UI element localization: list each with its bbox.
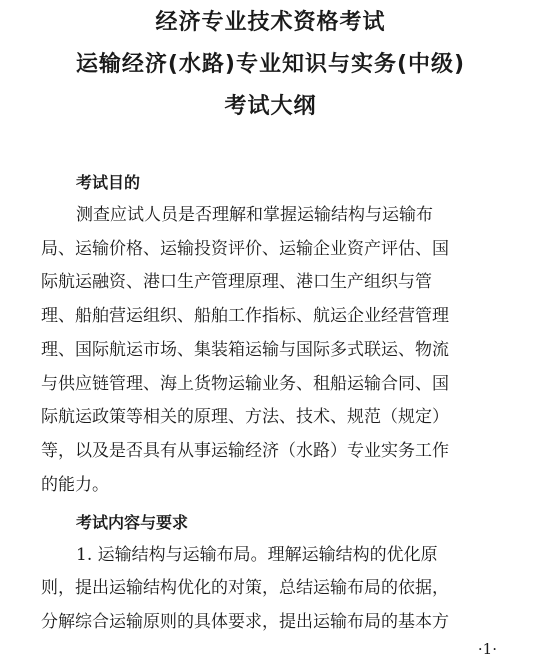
paragraph-line: 1. 运输结构与运输布局。理解运输结构的优化原 — [76, 545, 438, 565]
paragraph-line: 测查应试人员是否理解和掌握运输结构与运输布 — [76, 205, 433, 225]
paragraph-line: 局、运输价格、运输投资评价、运输企业资产评估、国 — [41, 239, 449, 259]
paragraph-line: 等，以及是否具有从事运输经济（水路）专业实务工作 — [41, 441, 449, 461]
page-number: ·1· — [477, 640, 497, 658]
paragraph-line: 际航运融资、港口生产管理原理、港口生产组织与管 — [41, 272, 432, 292]
paragraph-line: 的能力。 — [41, 475, 109, 495]
paragraph-line: 际航运政策等相关的原理、方法、技术、规范（规定） — [41, 407, 449, 427]
paragraph-line: 理、船舶营运组织、船舶工作指标、航运企业经营管理 — [41, 306, 449, 326]
section-heading-exam-purpose: 考试目的 — [76, 173, 141, 192]
document-title-line-2: 运输经济(水路)专业知识与实务(中级) — [75, 52, 466, 77]
document-title-line-3: 考试大纲 — [224, 94, 317, 119]
paragraph-line: 理、国际航运市场、集装箱运输与国际多式联运、物流 — [41, 340, 449, 360]
section-heading-content-requirements: 考试内容与要求 — [76, 513, 189, 532]
paragraph-line: 与供应链管理、海上货物运输业务、租船运输合同、国 — [41, 374, 449, 394]
document-title-line-1: 经济专业技术资格考试 — [155, 10, 386, 35]
paragraph-line: 分解综合运输原则的具体要求，提出运输布局的基本方 — [41, 612, 449, 632]
paragraph-line: 则，提出运输结构优化的对策，总结运输布局的依据， — [41, 578, 449, 598]
